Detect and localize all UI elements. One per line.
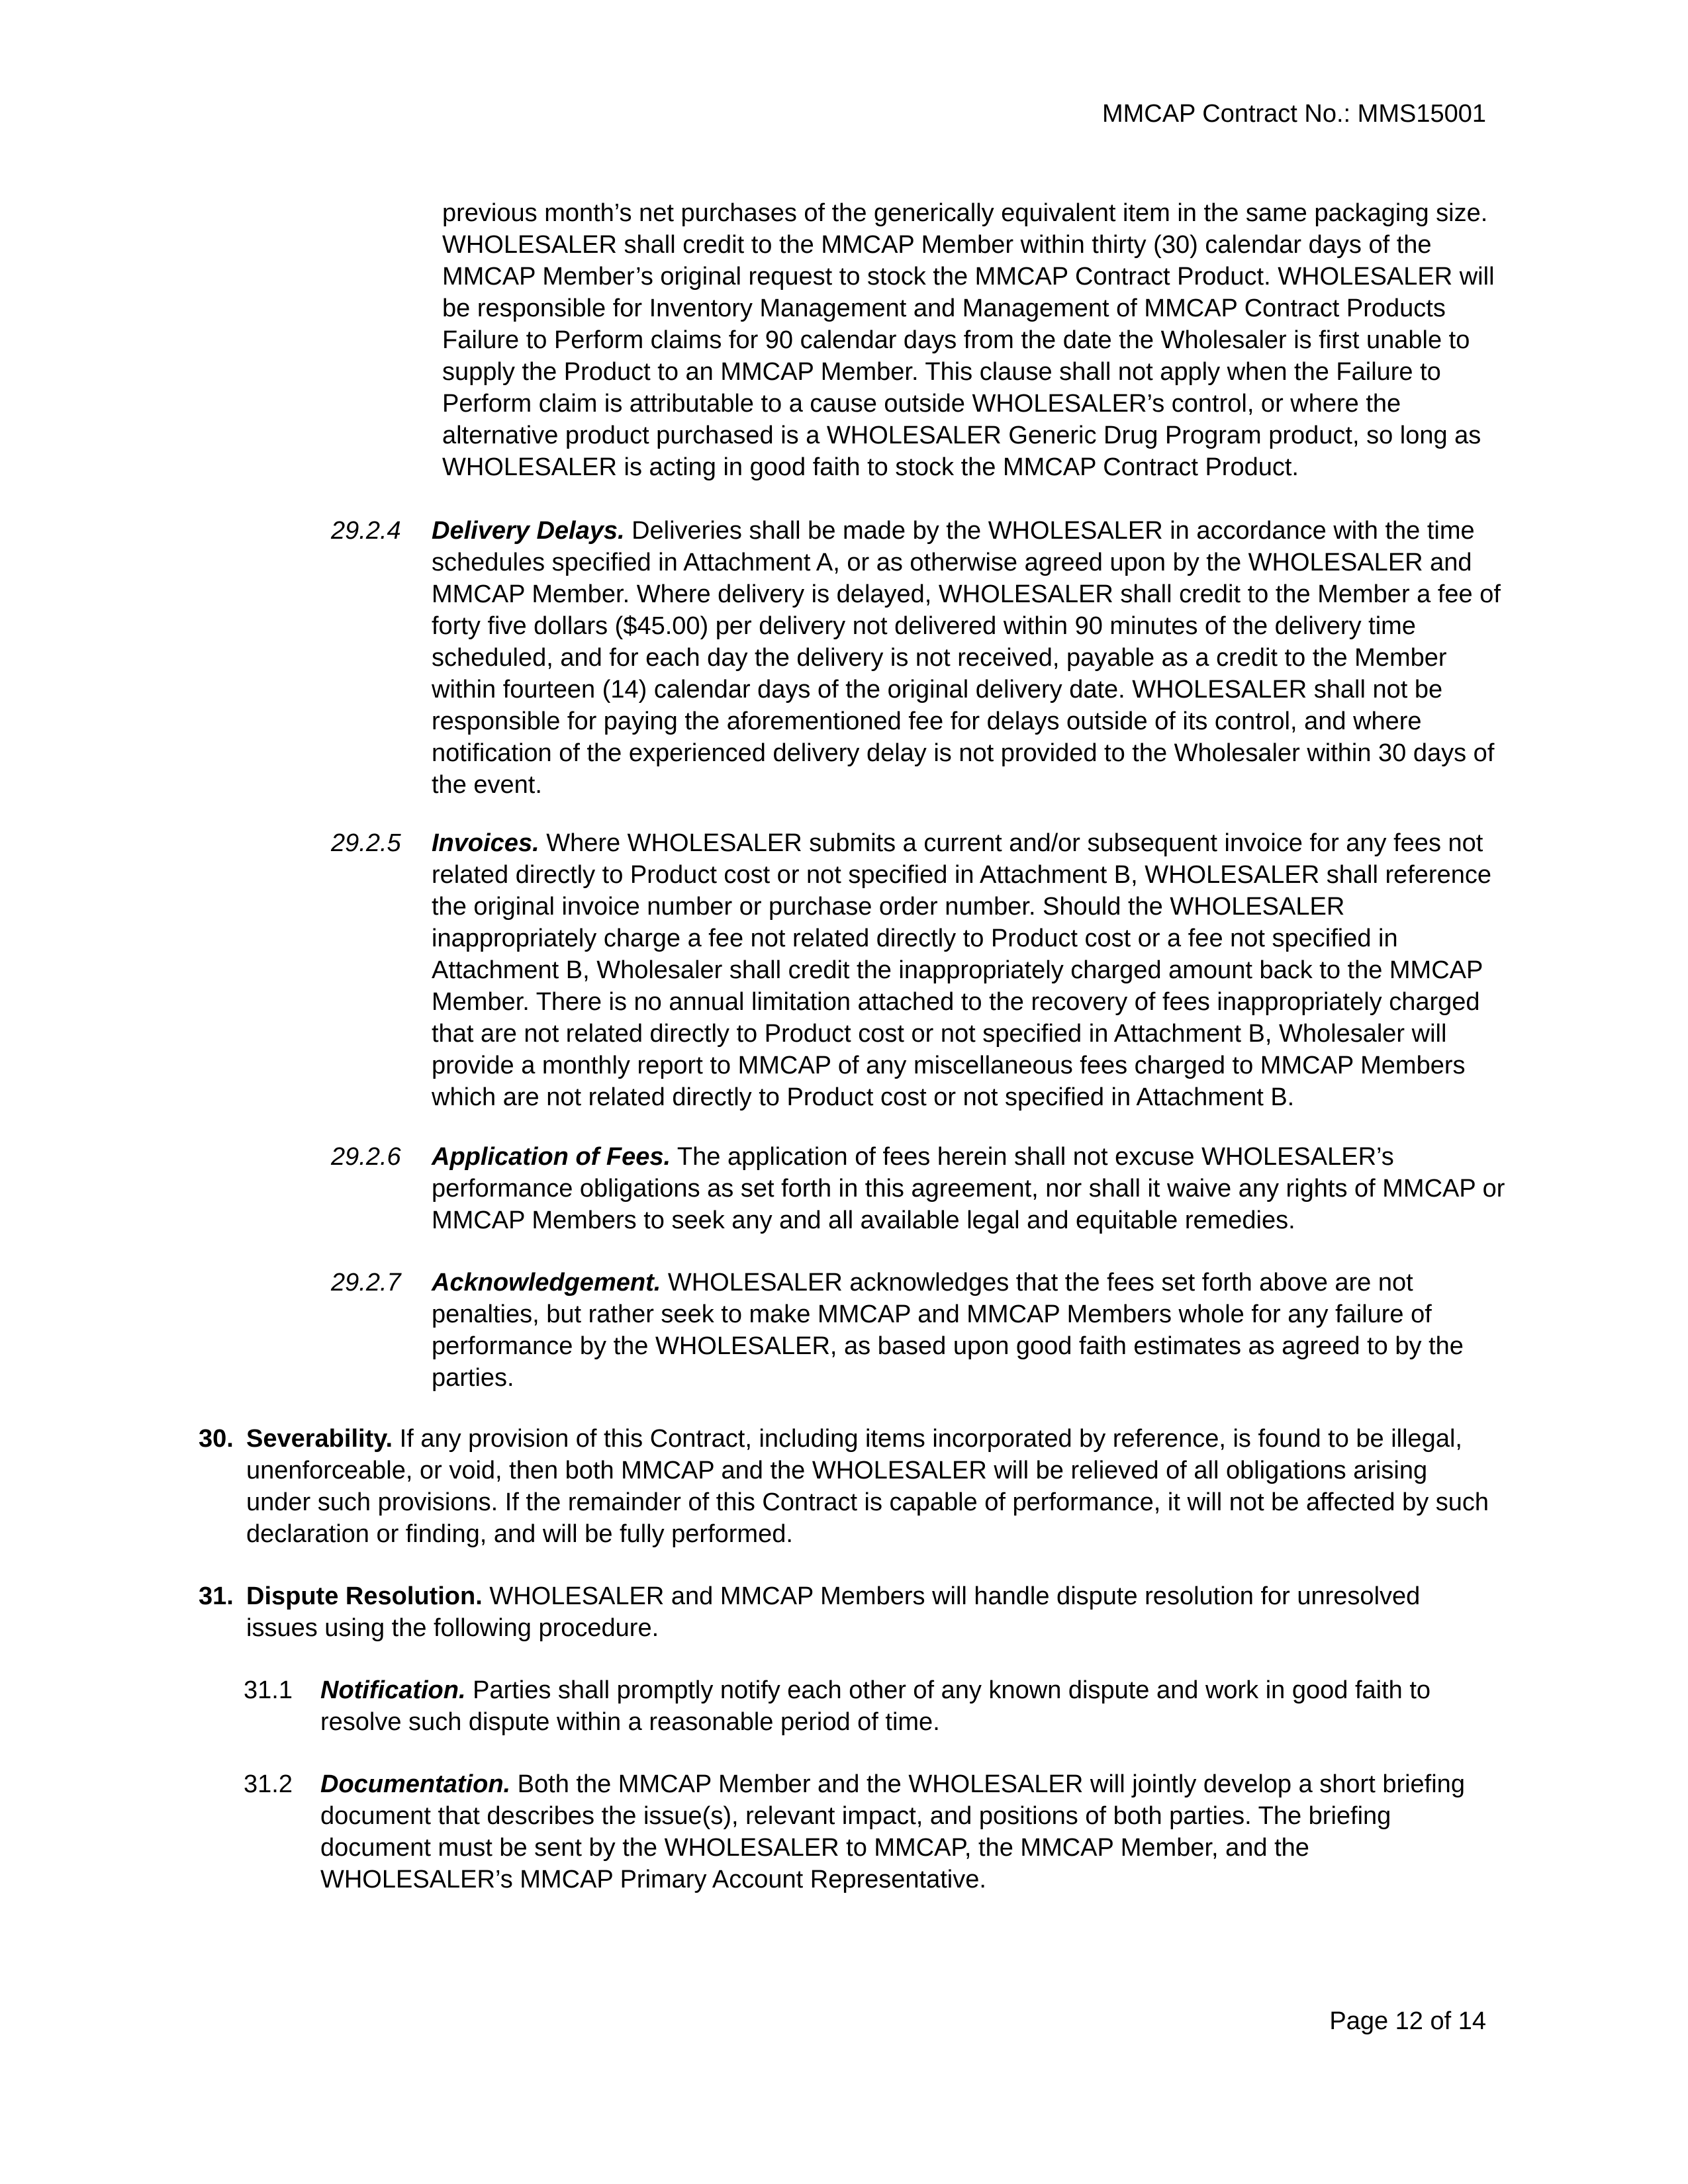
section-number: 30. <box>199 1425 234 1453</box>
subsection-29-2-7 <box>331 1267 1516 1394</box>
item-31-2-documentation <box>244 1768 1495 1895</box>
section-number: 31. <box>199 1582 234 1610</box>
continuation-paragraph: previous month’s net purchases of the generically equivalent item in the same packaging size. WHOLESALER shall credit to the MMCAP Member within thirty (30) calendar days of the MMCAP Member’s original request to stock the MMCAP Contract Product. WHOLESALER will be responsible for Inventory Management and Management of MMCAP Contract Products Failure to Perform claims for 90 calendar days from the date the Wholesaler is first unable to supply the Product to an MMCAP Member. This clause shall not apply when the Failure to Perform claim is attributable to a cause outside WHOLESALER’s control, or where the alternative product purchased is a WHOLESALER Generic Drug Program product, so long as WHOLESALER is acting in good faith to stock the MMCAP Contract Product. <box>442 199 1495 481</box>
item-31-1-notification <box>244 1674 1495 1738</box>
subsection-29-2-5 <box>331 827 1516 1113</box>
subsection-text: WHOLESALER acknowledges that the fees set forth above are not penalties, but rather seek to make MMCAP and MMCAP Members whole for any failure of performance by the WHOLESALER, as based upon good faith estimates as agreed to by the parties. <box>432 1269 1464 1392</box>
section-text: WHOLESALER and MMCAP Members will handle dispute resolution for unresolved issues using the following procedure. <box>246 1582 1421 1642</box>
section-heading: Dispute Resolution. <box>246 1582 483 1610</box>
item-number: 31.1 <box>244 1676 293 1704</box>
subsection-heading: Delivery Delays. <box>432 517 625 545</box>
subsection-heading: Acknowledgement. <box>432 1269 661 1297</box>
section-31-dispute-resolution <box>199 1580 1489 1644</box>
subsection-number: 29.2.7 <box>331 1269 401 1297</box>
item-number: 31.2 <box>244 1770 293 1798</box>
item-heading: Documentation. <box>320 1770 511 1798</box>
subsection-29-2-4 <box>331 515 1516 801</box>
section-heading: Severability. <box>246 1425 393 1453</box>
section-30-severability <box>199 1423 1489 1550</box>
subsection-heading: Invoices. <box>432 829 539 857</box>
item-heading: Notification. <box>320 1676 466 1704</box>
section-text: If any provision of this Contract, including items incorporated by reference, is found to be illegal, unenforceable, or void, then both MMCAP and the WHOLESALER will be relieved of all obligations arising under such provisions. If the remainder of this Contract is capable of performance, it will not be affected by such declaration or finding, and will be fully performed. <box>246 1425 1489 1548</box>
item-text: Both the MMCAP Member and the WHOLESALER will jointly develop a short briefing document that describes the issue(s), relevant impact, and positions of both parties. The briefing document must be sent by the WHOLESALER to MMCAP, the MMCAP Member, and the WHOLESALER’s MMCAP Primary Account Representative. <box>320 1770 1465 1893</box>
subsection-number: 29.2.5 <box>331 829 401 857</box>
item-text: Parties shall promptly notify each other of any known dispute and work in good faith to resolve such dispute within a reasonable period of time. <box>320 1676 1431 1736</box>
subsection-text: Deliveries shall be made by the WHOLESALER in accordance with the time schedules specified in Attachment A, or as otherwise agreed upon by the WHOLESALER and MMCAP Member. Where delivery is delayed, WHOLESALER shall credit to the Member a fee of forty five dollars ($45.00) per delivery not delivered within 90 minutes of the delivery time scheduled, and for each day the delivery is not received, payable as a credit to the Member within fourteen (14) calendar days of the original delivery date. WHOLESALER shall not be responsible for paying the aforementioned fee for delays outside of its control, and where notification of the experienced delivery delay is not provided to the Wholesaler within 30 days of the event. <box>432 517 1501 799</box>
subsection-number: 29.2.4 <box>331 517 401 545</box>
subsection-text: Where WHOLESALER submits a current and/or subsequent invoice for any fees not related directly to Product cost or not specified in Attachment B, WHOLESALER shall reference the original invoice number or purchase order number. Should the WHOLESALER inappropriately charge a fee not related directly to Product cost or a fee not specified in Attachment B, Wholesaler shall credit the inappropriately charged amount back to the MMCAP Member. There is no annual limitation attached to the recovery of fees inappropriately charged that are not related directly to Product cost or not specified in Attachment B, Wholesaler will provide a monthly report to MMCAP of any miscellaneous fees charged to MMCAP Members which are not related directly to Product cost or not specified in Attachment B. <box>432 829 1491 1111</box>
page-footer-page-number: Page 12 of 14 <box>1329 2007 1486 2035</box>
page-header-contract-number: MMCAP Contract No.: MMS15001 <box>1102 100 1486 128</box>
subsection-heading: Application of Fees. <box>432 1143 671 1171</box>
subsection-number: 29.2.6 <box>331 1143 401 1171</box>
subsection-29-2-6 <box>331 1141 1516 1236</box>
subsection-text: The application of fees herein shall not excuse WHOLESALER’s performance obligations as set forth in this agreement, nor shall it waive any rights of MMCAP or MMCAP Members to seek any and all available legal and equitable remedies. <box>432 1143 1505 1234</box>
